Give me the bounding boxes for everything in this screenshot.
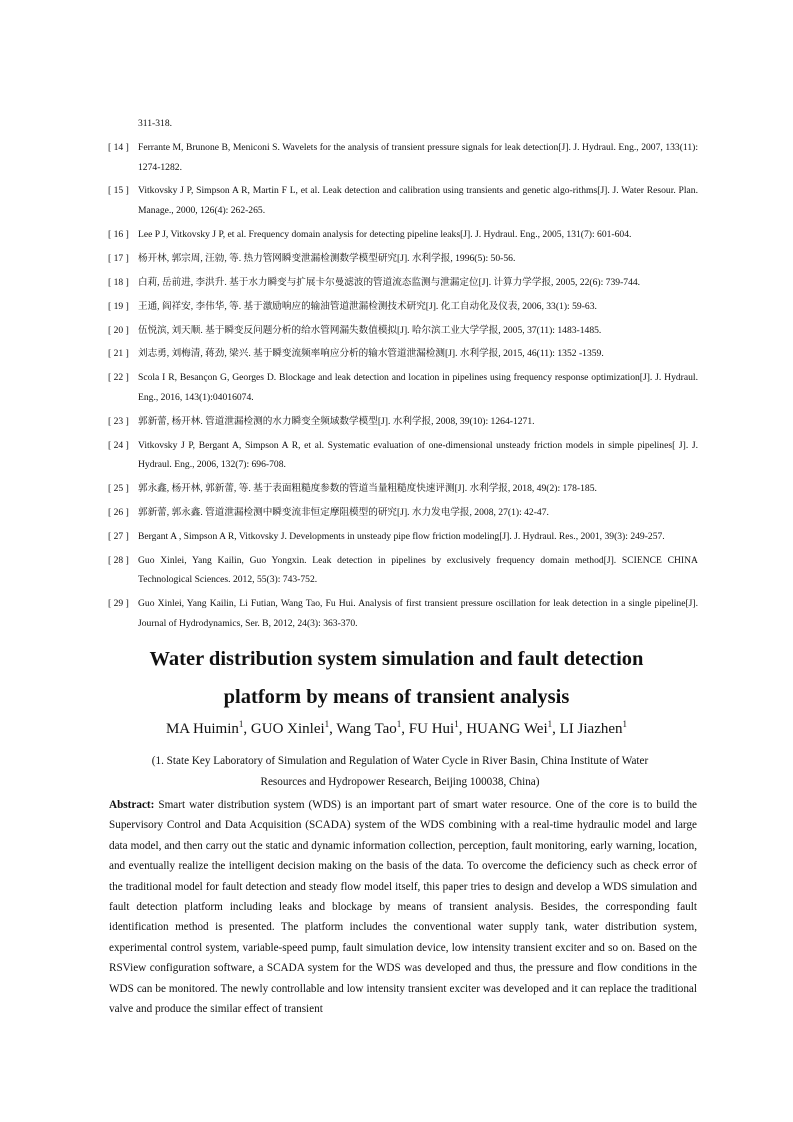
reference-text: Bergant A , Simpson A R, Vitkovsky J. Developments in unsteady pipe flow friction modeling[J]. J. Hydraul. Res., 2001, 39(3): 249-257. [138,530,665,542]
author-list: MA Huimin$^1$, GUO Xinlei$^1$, Wang Tao$^1$, FU Hui$^1$, HUANG Wei$^1$, LI Jiazhen$^1$ [165,719,628,737]
reference-text: Guo Xinlei, Yang Kailin, Li Futian, Wang Tao, Fu Hui. Analysis of first transient pressure oscillation for leak detection in a single pipeline[J]. Journal of Hydrodynamics, Ser. B, 2012, 24(3): 363-370. [138,598,698,629]
reference-item [108,551,698,590]
reference-text: 杨开林, 郭宗周, 汪勍, 等. 热力管网瞬变泄漏检测数学模型研究[J]. 水利学报, 1996(5): 50-56. [138,252,516,264]
affiliation-mark: 1 [547,719,553,729]
affiliation-mark: 1 [238,719,244,729]
reference-text: Guo Xinlei, Yang Kailin, Guo Yongxin. Leak detection in pipelines by exclusively frequency domain method[J]. SCIENCE CHINA Technological Sciences. 2012, 55(3): 743-752. [138,554,698,586]
reference-text: 白莉, 岳前进, 李洪升. 基于水力瞬变与扩展卡尔曼滤波的管道流态监测与泄漏定位[J]. 计算力学学报, 2005, 22(6): 739-744. [138,276,641,288]
reference-item [108,503,698,523]
paper-title [90,640,703,716]
reference-number: [ 23 ] [108,415,129,427]
reference-text: Scola I R, Besançon G, Georges D. Blockage and leak detection and location in pipelines using frequency response optimization[J]. J. Hydraul. Eng., 2016, 143(1):04016074. [138,372,698,403]
reference-text: 郭永鑫, 杨开林, 郭新蕾, 等. 基于表面粗糙度参数的管道当量粗糙度快速评测[J]. 水利学报, 2018, 49(2): 178-185. [138,483,597,495]
reference-number: [ 26 ] [108,507,129,519]
paper-title-line: Water distribution system simulation and fault detection [149,648,644,670]
reference-item [108,344,698,364]
reference-number: [ 29 ] [108,598,129,610]
abstract-label: Abstract: [109,799,155,811]
reference-text: Ferrante M, Brunone B, Meniconi S. Wavelets for the analysis of transient pressure signals for leak detection[J]. J. Hydraul. Eng., 2007, 133(11): 1274-1282. [138,142,698,173]
reference-number: [ 27 ] [108,530,129,542]
reference-number: [ 24 ] [108,439,129,451]
reference-number: [ 14 ] [108,142,129,153]
reference-item [108,594,698,633]
reference-text: Lee P J, Vitkovsky J P, et al. Frequency domain analysis for detecting pipeline leaks[J]. J. Hydraul. Eng., 2005, 131(7): 601-604. [138,228,632,240]
reference-text: Vitkovsky J P, Bergant A, Simpson A R, et al. Systematic evaluation of one-dimensional unsteady friction models in simple pipelines[ J]. J. Hydraul. Eng., 2006, 132(7): 696-708. [138,439,698,471]
reference-item [108,479,698,499]
reference-text: 王通, 阎祥安, 李伟华, 等. 基于激励响应的输油管道泄漏检测技术研究[J]. 化工自动化及仪表, 2006, 33(1): 59-63. [138,300,597,312]
abstract [109,795,697,1019]
affiliation-mark: 1 [396,719,402,729]
reference-text: 郭新蕾, 杨开林. 管道泄漏检测的水力瞬变全频域数学模型[J]. 水利学报, 2008, 39(10): 1264-1271. [138,415,535,427]
reference-text: Vitkovsky J P, Simpson A R, Martin F L, et al. Leak detection and calibration using transients and genetic algo‑rithms[J]. J. Water Resour. Plan. Manage., 2000, 126(4): 262-265. [138,185,698,217]
author-name: HUANG Wei [466,721,548,737]
reference-number: [ 16 ] [108,228,129,240]
reference-item [108,527,698,547]
reference-item [108,297,698,317]
reference-number: [ 19 ] [108,300,129,312]
reference-continuation: 311-318. [138,118,173,129]
reference-text: 郭新蕾, 郭永鑫. 管道泄漏检测中瞬变流非恒定摩阻模型的研究[J]. 水力发电学报, 2008, 27(1): 42-47. [138,507,549,519]
reference-number: [ 20 ] [108,324,129,336]
author-name: LI Jiazhen [559,721,623,737]
author-name: Wang Tao [336,721,397,737]
affiliation-mark: 1 [324,719,330,729]
affiliation-mark: 1 [454,719,459,729]
affiliation [140,751,660,792]
abstract-text: Smart water distribution system (WDS) is an important part of smart water resource. One of the core is to build the Supervisory Control and Data Acquisition (SCADA) system of the WDS combining with a real-time hydraulic model and large data model, and then carry out the static and dynamic information collection, perception, fault monitoring, early warning, location, and eventually realize the intelligent decision making on the basis of the data. To overcome the deficiency such as check error of the traditional model for fault detection and steady flow model itself, this paper tries to design and develop a WDS simulation and fault detection platform including leaks and blockage by means of transient analysis. Besides, the corresponding fault identification method is presented. The platform includes the conventional water supply tank, water distribution system, experimental control system, variable-speed pump, fault simulation device, low intensity transient exciter and so on. Based on the RSView configuration software, a SCADA system for the WDS was developed and thus, the pressure and flow conditions in the WDS can be monitored. The newly controllable and low intensity transient exciter was developed and it can replace the traditional valve and produce the similar effect of transient [109,799,698,1016]
reference-item [108,368,698,407]
author-name: FU Hui [408,721,455,737]
reference-item [108,436,698,475]
affiliation-line: (1. State Key Laboratory of Simulation and Regulation of Water Cycle in River Basin, China Institute of Water [151,755,649,767]
reference-number: [ 25 ] [108,483,129,495]
author-name: GUO Xinlei [250,721,325,737]
reference-text: 伍悦滨, 刘天顺. 基于瞬变反问题分析的给水管网漏失数值模拟[J]. 哈尔滨工业大学学报, 2005, 37(11): 1483-1485. [138,324,602,336]
reference-number: [ 28 ] [108,554,129,566]
reference-item [108,138,698,177]
reference-number: [ 17 ] [108,252,129,264]
reference-item [108,412,698,432]
author-name: MA Huimin [165,721,239,737]
paper-title-line: platform by means of transient analysis [223,686,570,708]
reference-text: 刘志勇, 刘梅清, 蒋劲, 梁兴. 基于瞬变流频率响应分析的输水管道泄漏检测[J]. 水利学报, 2015, 46(11): 1352 -1359. [138,348,604,360]
reference-list [108,138,698,638]
affiliation-mark: 1 [622,719,628,729]
affiliation-line: Resources and Hydropower Research, Beijing 100038, China) [260,775,540,788]
reference-number: [ 15 ] [108,185,129,197]
reference-item [108,321,698,341]
reference-number: [ 21 ] [108,348,129,360]
reference-item [108,273,698,293]
reference-item [108,225,698,245]
reference-number: [ 22 ] [108,372,129,384]
reference-item [108,249,698,269]
reference-item [108,181,698,220]
reference-number: [ 18 ] [108,276,129,288]
